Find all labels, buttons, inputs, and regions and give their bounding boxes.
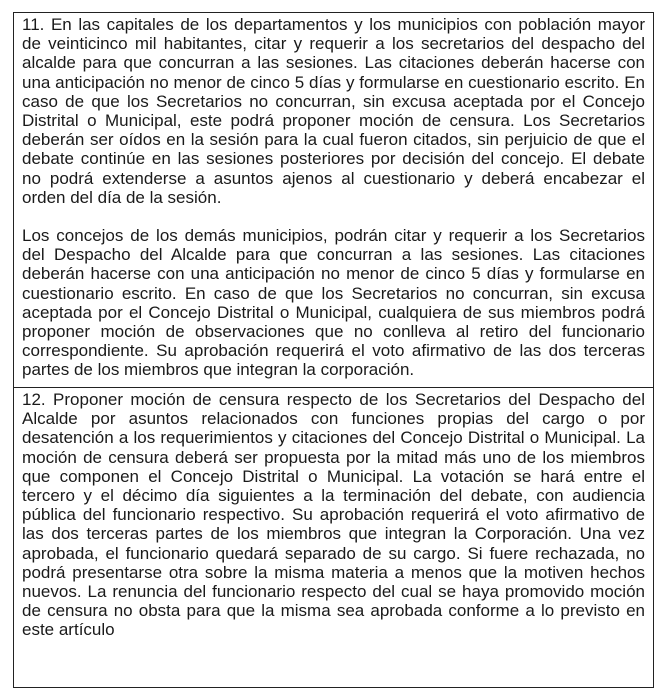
item-12-paragraph-1: 12. Proponer moción de censura respecto de los Secretarios del Despacho del Alcalde por asuntos relacionados con funciones propias del cargo o por desatención a los requerimientos y citaciones del Concejo Distrital o Municipal. La moción de censura deberá ser propuesta por la mitad más uno de los miembros que componen el Concejo Distrital o Municipal. La votación se hará entre el tercero y el décimo día siguientes a la terminación del debate, con audiencia pública del funcionario respectivo. Su aprobación requerirá el voto afirmativo de las dos terceras partes de los miembros que integran la Corporación. Una vez aprobada, el funcionario quedará separado de su cargo. Si fuere rechazada, no podrá presentarse otra sobre la misma materia a menos que la motiven hechos nuevos. La renuncia del funcionario respecto del cual se haya promovido moción de censura no obsta para que la misma sea aprobada conforme a lo previsto en este artículo: [22, 390, 645, 640]
item-11-paragraph-1: 11. En las capitales de los departamentos y los municipios con población mayor de veinticinco mil habitantes, citar y requerir a los secretarios del despacho del alcalde para que concurran a las sesiones. Las citaciones deberán hacerse con una anticipación no menor de cinco 5 días y formularse en cuestionario escrito. En caso de que los Secretarios no concurran, sin excusa aceptada por el Concejo Distrital o Municipal, este podrá proponer moción de censura. Los Secretarios deberán ser oídos en la sesión para la cual fueron citados, sin perjuicio de que el debate continúe en las sesiones posteriores por decisión del concejo. El debate no podrá extenderse a asuntos ajenos al cuestionario y deberá encabezar el orden del día de la sesión.: [22, 15, 645, 207]
document-table: [13, 12, 654, 688]
item-11-paragraph-2: Los concejos de los demás municipios, podrán citar y requerir a los Secretarios del Despacho del Alcalde para que concurran a las sesiones. Las citaciones deberán hacerse con una anticipación no menor de cinco 5 días y formularse en cuestionario escrito. En caso de que los Secretarios no concurran, sin excusa aceptada por el Concejo Distrital o Municipal, cualquiera de sus miembros podrá proponer moción de observaciones que no conlleva al retiro del funcionario correspondiente. Su aprobación requerirá el voto afirmativo de las dos terceras partes de los miembros que integran la corporación.: [22, 226, 645, 380]
item-12-cell: [13, 388, 654, 688]
item-11-cell: [13, 12, 654, 388]
